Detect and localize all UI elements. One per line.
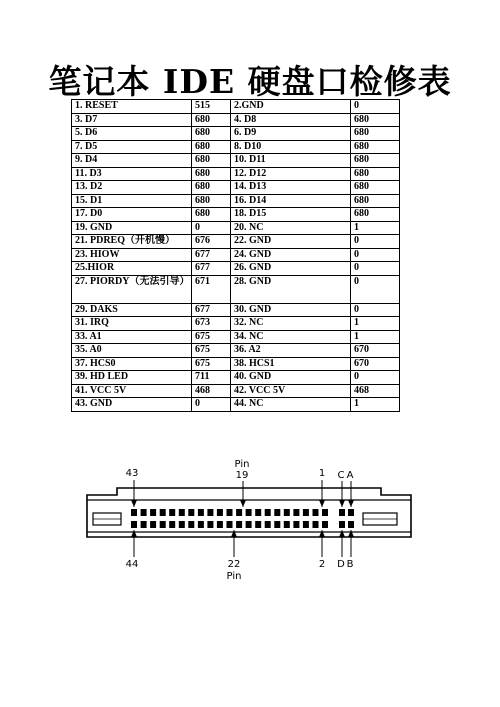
pin-name-cell: 19. GND xyxy=(72,221,192,235)
pin-value-cell: 670 xyxy=(351,357,400,371)
pin-bottom xyxy=(169,521,175,528)
pin-name-cell: 41. VCC 5V xyxy=(72,384,192,398)
pin-top xyxy=(198,509,204,516)
pin-value-cell: 677 xyxy=(192,248,231,262)
pin-name-cell: 38. HCS1 xyxy=(231,357,351,371)
pin-value-cell: 1 xyxy=(351,330,400,344)
pin-value-cell: 680 xyxy=(351,208,400,222)
pin-value-cell: 680 xyxy=(351,140,400,154)
pin-value-cell: 677 xyxy=(192,303,231,317)
pin-value-cell: 675 xyxy=(192,330,231,344)
pin-value-cell: 0 xyxy=(351,248,400,262)
pin-top xyxy=(188,509,194,516)
arrow-head xyxy=(319,530,325,537)
pin-bottom xyxy=(265,521,271,528)
pin-name-cell: 5. D6 xyxy=(72,127,192,141)
pin-value-cell: 1 xyxy=(351,221,400,235)
pin-value-cell: 675 xyxy=(192,357,231,371)
pin-bottom xyxy=(313,521,319,528)
pin-bottom xyxy=(198,521,204,528)
pin-name-cell: 10. D11 xyxy=(231,154,351,168)
pin-name-cell: 37. HCS0 xyxy=(72,357,192,371)
pin-top xyxy=(179,509,185,516)
pin-value-cell: 0 xyxy=(192,221,231,235)
pin-bottom xyxy=(131,521,137,528)
pin-grid xyxy=(131,509,354,528)
pin-extra xyxy=(348,521,354,528)
pin-name-cell: 29. DAKS xyxy=(72,303,192,317)
pin-top xyxy=(150,509,156,516)
pin-value-cell: 1 xyxy=(351,317,400,331)
pin-value-cell: 680 xyxy=(351,167,400,181)
pin-name-cell: 9. D4 xyxy=(72,154,192,168)
pin-top xyxy=(293,509,299,516)
pin-top xyxy=(131,509,137,516)
pin-value-cell: 515 xyxy=(192,100,231,114)
pin-bottom xyxy=(274,521,280,528)
arrow-head xyxy=(131,500,137,507)
pin-name-cell: 22. GND xyxy=(231,235,351,249)
pin-name-cell: 42. VCC 5V xyxy=(231,384,351,398)
pin-bottom xyxy=(179,521,185,528)
pin-name-cell: 4. D8 xyxy=(231,113,351,127)
arrow-head xyxy=(339,530,345,537)
arrow-head xyxy=(348,530,354,537)
label-pin-c: C xyxy=(337,470,345,481)
pin-value-cell: 670 xyxy=(351,344,400,358)
pin-value-cell: 680 xyxy=(192,140,231,154)
pin-name-cell: 1. RESET xyxy=(72,100,192,114)
pin-value-cell: 680 xyxy=(351,154,400,168)
pin-bottom xyxy=(141,521,147,528)
pin-top xyxy=(207,509,213,516)
pin-name-cell: 36. A2 xyxy=(231,344,351,358)
pin-top xyxy=(255,509,261,516)
pin-bottom xyxy=(255,521,261,528)
arrow-head xyxy=(319,500,325,507)
pin-name-cell: 3. D7 xyxy=(72,113,192,127)
pin-value-cell: 711 xyxy=(192,371,231,385)
pin-name-cell: 21. PDREQ（开机慢） xyxy=(72,235,192,249)
pin-value-cell: 677 xyxy=(192,262,231,276)
pin-top xyxy=(236,509,242,516)
pin-name-cell: 33. A1 xyxy=(72,330,192,344)
pin-bottom xyxy=(188,521,194,528)
pin-extra xyxy=(339,521,345,528)
pin-extra xyxy=(348,509,354,516)
pin-top xyxy=(246,509,252,516)
pin-name-cell: 8. D10 xyxy=(231,140,351,154)
pin-bottom xyxy=(150,521,156,528)
pin-name-cell: 43. GND xyxy=(72,398,192,412)
pin-top xyxy=(313,509,319,516)
pin-value-cell: 0 xyxy=(351,100,400,114)
pin-name-cell: 20. NC xyxy=(231,221,351,235)
pin-name-cell: 23. HIOW xyxy=(72,248,192,262)
label-pin-19: 19 xyxy=(235,470,249,481)
pin-bottom xyxy=(227,521,233,528)
pin-top xyxy=(284,509,290,516)
label-pin-1: 1 xyxy=(318,468,326,479)
pin-bottom xyxy=(160,521,166,528)
pin-value-cell: 468 xyxy=(192,384,231,398)
pin-name-cell: 31. IRQ xyxy=(72,317,192,331)
pin-value-cell: 675 xyxy=(192,344,231,358)
pin-value-cell: 680 xyxy=(351,127,400,141)
pin-name-cell: 2.GND xyxy=(231,100,351,114)
label-pin-43: 43 xyxy=(125,468,139,479)
pin-bottom xyxy=(207,521,213,528)
pin-name-cell: 13. D2 xyxy=(72,181,192,195)
pin-value-cell: 468 xyxy=(351,384,400,398)
pin-value-cell: 671 xyxy=(192,275,231,303)
pin-value-cell: 0 xyxy=(351,275,400,303)
pin-name-cell: 28. GND xyxy=(231,275,351,303)
pin-name-cell: 12. D12 xyxy=(231,167,351,181)
label-pin-44: 44 xyxy=(125,559,139,570)
pin-name-cell: 7. D5 xyxy=(72,140,192,154)
pin-value-cell: 1 xyxy=(351,398,400,412)
pin-value-cell: 0 xyxy=(351,303,400,317)
arrow-head xyxy=(339,500,345,507)
label-pin-bottom: Pin xyxy=(226,571,242,582)
pin-name-cell: 34. NC xyxy=(231,330,351,344)
pin-value-cell: 676 xyxy=(192,235,231,249)
pin-name-cell: 11. D3 xyxy=(72,167,192,181)
arrow-head xyxy=(348,500,354,507)
pin-bottom xyxy=(236,521,242,528)
pin-name-cell: 30. GND xyxy=(231,303,351,317)
pin-name-cell: 14. D13 xyxy=(231,181,351,195)
pin-bottom xyxy=(322,521,328,528)
pin-bottom xyxy=(284,521,290,528)
pin-value-cell: 673 xyxy=(192,317,231,331)
pin-name-cell: 32. NC xyxy=(231,317,351,331)
pin-value-cell: 0 xyxy=(351,235,400,249)
pin-name-cell: 44. NC xyxy=(231,398,351,412)
pin-top xyxy=(227,509,233,516)
pin-top xyxy=(265,509,271,516)
arrow-head xyxy=(231,530,237,537)
arrow-head xyxy=(131,530,137,537)
pin-name-cell: 25.HIOR xyxy=(72,262,192,276)
pin-top xyxy=(303,509,309,516)
pin-top xyxy=(169,509,175,516)
pin-value-cell: 680 xyxy=(192,154,231,168)
pin-value-cell: 680 xyxy=(192,113,231,127)
pin-value-cell: 680 xyxy=(192,127,231,141)
pin-name-cell: 15. D1 xyxy=(72,194,192,208)
pin-name-cell: 18. D15 xyxy=(231,208,351,222)
label-pin-a: A xyxy=(346,470,354,481)
arrow-head xyxy=(240,500,246,507)
pin-top xyxy=(141,509,147,516)
pin-bottom xyxy=(293,521,299,528)
label-pin-b: B xyxy=(346,559,354,570)
pin-arrows xyxy=(131,480,354,557)
pin-top xyxy=(160,509,166,516)
pin-name-cell: 27. PIORDY（无法引导） xyxy=(72,275,192,303)
page-title: 笔记本 IDE 硬盘口检修表 xyxy=(48,62,452,101)
pin-bottom xyxy=(246,521,252,528)
pin-value-cell: 0 xyxy=(351,262,400,276)
pin-value-cell: 680 xyxy=(192,194,231,208)
pin-bottom xyxy=(303,521,309,528)
pin-top xyxy=(274,509,280,516)
pin-name-cell: 40. GND xyxy=(231,371,351,385)
pin-top xyxy=(322,509,328,516)
pin-value-cell: 680 xyxy=(192,181,231,195)
pin-extra xyxy=(339,509,345,516)
pin-value-cell: 0 xyxy=(192,398,231,412)
pin-name-cell: 24. GND xyxy=(231,248,351,262)
pin-value-cell: 680 xyxy=(351,194,400,208)
label-pin-d: D xyxy=(337,559,345,570)
pin-value-cell: 680 xyxy=(192,208,231,222)
pin-value-cell: 680 xyxy=(351,181,400,195)
pin-name-cell: 16. D14 xyxy=(231,194,351,208)
pin-name-cell: 26. GND xyxy=(231,262,351,276)
pin-name-cell: 17. D0 xyxy=(72,208,192,222)
label-pin-2: 2 xyxy=(318,559,326,570)
pin-value-cell: 680 xyxy=(192,167,231,181)
label-pin-22: 22 xyxy=(227,559,241,570)
pin-name-cell: 39. HD LED xyxy=(72,371,192,385)
pin-name-cell: 6. D9 xyxy=(231,127,351,141)
pin-name-cell: 35. A0 xyxy=(72,344,192,358)
pin-value-cell: 0 xyxy=(351,371,400,385)
pin-bottom xyxy=(217,521,223,528)
pin-top xyxy=(217,509,223,516)
pin-value-cell: 680 xyxy=(351,113,400,127)
label-pin-top: Pin xyxy=(234,459,250,470)
